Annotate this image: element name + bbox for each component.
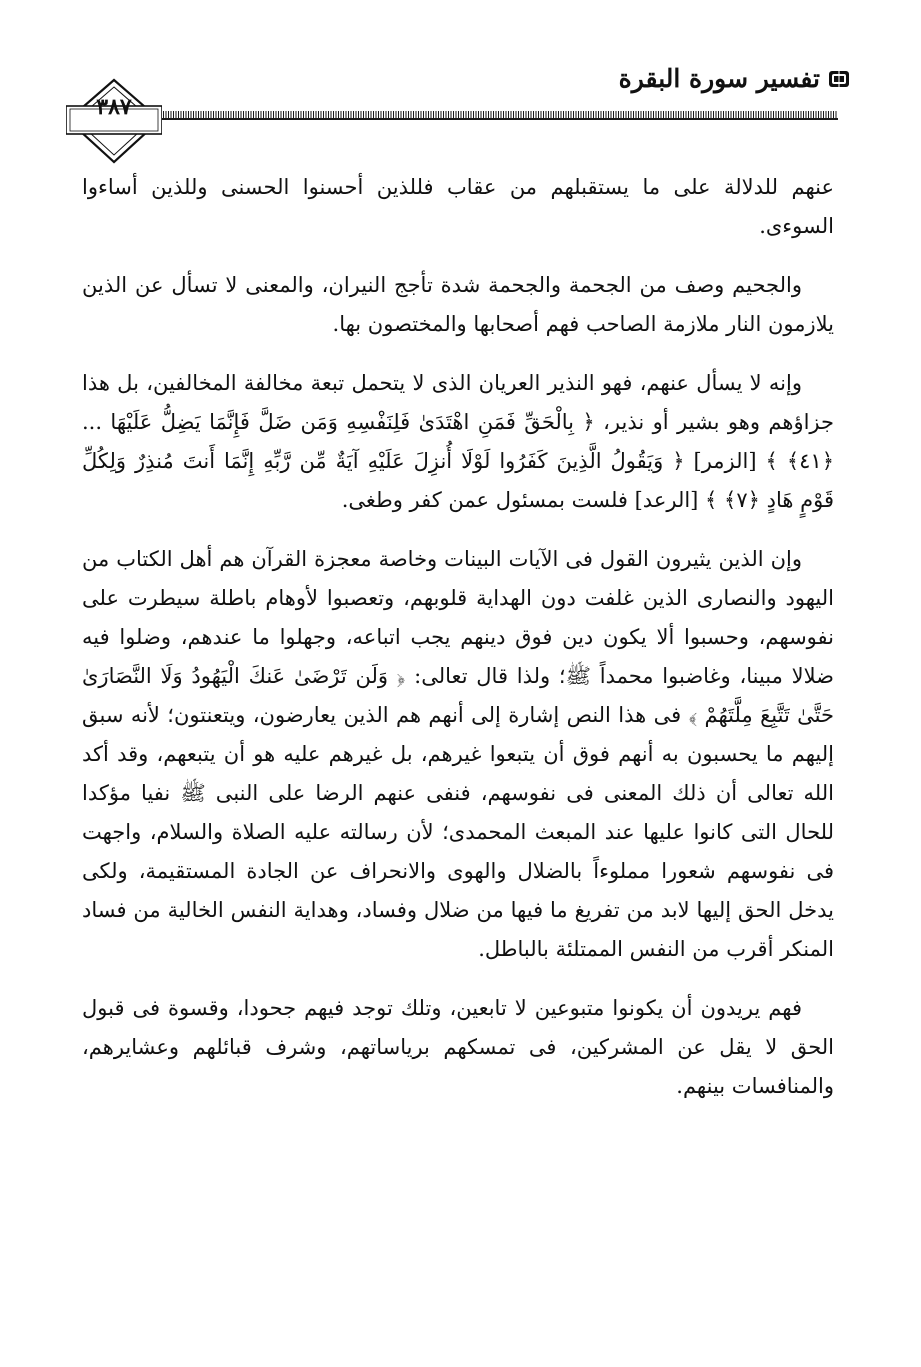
paragraph-3: وإنه لا يسأل عنهم، فهو النذير العريان الذى لا يتحمل تبعة مخالفة المخالفين، بل هذا جزاؤهم وهو بشير أو نذير، ﴿ بِالْحَقِّ فَمَنِ اهْتَدَىٰ فَلِنَفْسِهِ وَمَن ضَلَّ فَإِنَّمَا يَضِلُّ عَلَيْهَا ... ﴿٤١﴾ ﴾ [الزمر] ﴿ وَيَقُولُ الَّذِينَ كَفَرُوا لَوْلَا أُنزِلَ عَلَيْهِ آيَةٌ مِّن رَّبِّهِ إِنَّمَا أَنتَ مُنذِرٌ وَلِكُلِّ قَوْمٍ هَادٍ ﴿٧﴾ ﴾ [الرعد] فلست بمسئول عمن كفر وطغى. bbox=[82, 371, 834, 512]
paragraph-5: فهم يريدون أن يكونوا متبوعين لا تابعين، وتلك توجد فيهم جحودا، وقسوة فى قبول الحق لا يقل عن المشركين، فى تمسكهم برياساتهم، وشرف قبائلهم وعشايرهم، والمنافسات بينهم. bbox=[82, 996, 834, 1098]
running-header bbox=[60, 58, 850, 158]
main-text bbox=[82, 168, 834, 1126]
page-number: ٣٨٧ bbox=[96, 94, 132, 120]
paragraph-1: عنهم للدلالة على ما يستقبلهم من عقاب فللذين أحسنوا الحسنى وللذين أساءوا السوءى. bbox=[82, 175, 834, 238]
paragraph-4: وإن الذين يثيرون القول فى الآيات البينات وخاصة معجزة القرآن هم أهل الكتاب من اليهود والنصارى الذين غلفت دون الهداية قلوبهم، وتعصبوا لأوهام باطلة سيطرت على نفوسهم، وحسبوا ألا يكون دين فوق دينهم يجب اتباعه، وجهلوا ما عندهم، وضلوا فيه ضلالا مبينا، وغاضبوا محمداً ﷺ؛ ولذا قال تعالى: ﴿ وَلَن تَرْضَىٰ عَنكَ الْيَهُودُ وَلَا النَّصَارَىٰ حَتَّىٰ تَتَّبِعَ مِلَّتَهُمْ ﴾ فى هذا النص إشارة إلى أنهم هم الذين يعارضون، ويتعنتون؛ لأنه سبق إليهم ما يحسبون به أنهم فوق أن يتبعوا غيرهم، بل غيرهم عليه هو أن يتبعهم، وقد أكد الله تعالى أن ذلك المعنى فى نفوسهم، فنفى عنهم الرضا على النبى ﷺ نفيا مؤكدا للحال التى كانوا عليها عند المبعث المحمدى؛ لأن رسالته عليه الصلاة والسلام، واجهت فى نفوسهم شعورا مملوءاً بالضلال والهوى والانحراف عن الجادة المستقيمة، ولكى يدخل الحق إليها لابد من تفريغ ما فيها من ضلال وفساد، وهداية النفس الخالية من فساد المنكر أقرب من النفس الممتلئة بالباطل. bbox=[82, 547, 834, 961]
header-title-group bbox=[619, 64, 850, 93]
page-number-badge bbox=[66, 78, 162, 164]
header-rule-line bbox=[148, 118, 838, 120]
paragraph-2: والجحيم وصف من الجحمة والجحمة شدة تأجج النيران، والمعنى لا تسأل عن الذين يلازمون النار ملازمة الصاحب فهم أصحابها والمختصون بها. bbox=[82, 273, 834, 336]
header-title: تفسير سورة البقرة bbox=[618, 64, 820, 93]
book-ornament-icon bbox=[828, 69, 850, 89]
